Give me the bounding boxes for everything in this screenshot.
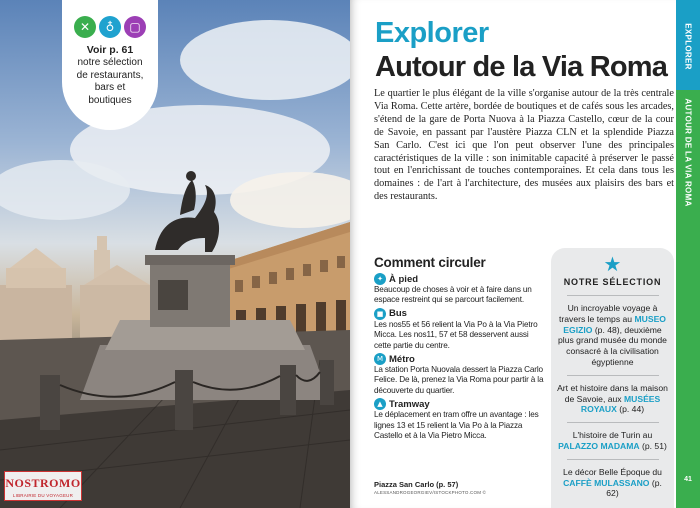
photo-credit (374, 480, 486, 495)
bubble-line-4: boutiques (88, 94, 132, 106)
selection-item: Un incroyable voyage à travers le temps au MUSEO EGIZIO (p. 48), deuxième plus grand musée du monde consacré à la civilisation égyptienne (558, 303, 667, 367)
mode-tram (374, 398, 544, 410)
logo-name: NOSTROMO (5, 476, 81, 490)
selection-link[interactable]: MUSEO EGIZIO (563, 313, 666, 335)
shopping-bag-icon: ▢ (124, 16, 146, 38)
bubble-line-3: bars et (94, 82, 126, 93)
section-label: EXPLORER (683, 23, 693, 70)
photographer: ALESSANDROGEORGIEV/ISTOCKPHOTO.COM © (374, 490, 487, 495)
right-page (350, 0, 700, 508)
mode-text: Beaucoup de choses à voir et à faire dans un espace restreint qui se parcourt facilement. (374, 285, 532, 305)
logo-tagline: LIBRAIRIE DU VOYAGEUR (12, 493, 74, 498)
selection-link[interactable]: PALAZZO MADAMA (558, 440, 640, 451)
page-title: Autour de la Via Roma (375, 51, 668, 83)
mode-title: Métro (389, 353, 415, 365)
mode-text: Le déplacement en tram offre un avantage : les lignes 13 et 15 relient la Via Po à la Piazza Castello et à la Via Pietro Micca. (374, 410, 539, 441)
selection-item: Art et histoire dans la maison de Savoie, aux MUSÉES ROYAUX (p. 44) (557, 382, 668, 415)
mode-title: Tramway (389, 398, 430, 410)
mode-walking (374, 273, 544, 285)
selection-box (551, 248, 674, 508)
mode-bus (374, 308, 544, 320)
section-kicker: Explorer (375, 17, 489, 49)
metro-icon: M (374, 353, 386, 365)
tram-icon: ▲ (374, 398, 386, 410)
intro-paragraph: Le quartier le plus élégant de la ville s'organise autour de la très centrale Via Roma. Cette artère, bordée de boutiques et de cafés sous les arcades, s'étend de la gare de Porta Nuova à la Piazza Castello, cœur de la cour de Savoie, en passant par l'austère Piazza CLN et la splendide Piazza San Carlo. C'est ici que l'on peut observer l'une des principales caractéristiques de la ville : son inimitable capacité à préserver le passé tout en l'enrichissant de touches contemporaines. Et cela dans tous les domaines : de l'art à l'architecture, des musées aux plaisirs des bars et des restaurants. (374, 88, 674, 203)
chapter-sidebar (676, 0, 700, 508)
category-icons (62, 16, 158, 38)
nostromo-logo (4, 471, 82, 501)
bubble-line-1: notre sélection (77, 57, 143, 68)
chapter-label: AUTOUR DE LA VIA ROMA (683, 98, 693, 207)
mode-title: Bus (389, 308, 407, 320)
mode-title: À pied (389, 273, 419, 285)
star-icon: ★ (603, 252, 622, 276)
bubble-line-2: de restaurants, (76, 69, 144, 81)
selection-link[interactable]: MUSÉES ROYAUX (580, 393, 661, 415)
bus-icon: ■ (374, 308, 386, 320)
wine-glass-icon: ♁ (99, 16, 121, 38)
mode-metro (374, 353, 544, 365)
getting-around-heading: Comment circuler (374, 255, 486, 270)
selection-heading: NOTRE SÉLECTION (563, 277, 662, 287)
restaurant-icon: ✕ (74, 16, 96, 38)
photo-caption: Piazza San Carlo (p. 57) (374, 480, 459, 489)
mode-text: Les nos55 et 56 relient la Via Po à la Via Pietro Micca. Les nos11, 57 et 58 desservent aussi cette partie du centre. (374, 319, 538, 350)
getting-around (374, 255, 544, 441)
selection-item: L'histoire de Turin au PALAZZO MADAMA (p. 51) (558, 430, 667, 451)
mode-text: La station Porta Nuovala dessert la Piazza Carlo Felice. De là, prenez la Via Roma pour partir à la découverte du quartier. (374, 365, 544, 395)
page-number: 41 (684, 476, 692, 483)
see-also-bubble (62, 0, 158, 130)
selection-item: Le décor Belle Époque du CAFFÈ MULASSANO (p. 62) (563, 466, 662, 499)
selection-link[interactable]: CAFFÈ MULASSANO (563, 477, 650, 488)
walking-icon: ✦ (374, 273, 386, 285)
see-page-link[interactable]: Voir p. 61 (86, 44, 134, 56)
